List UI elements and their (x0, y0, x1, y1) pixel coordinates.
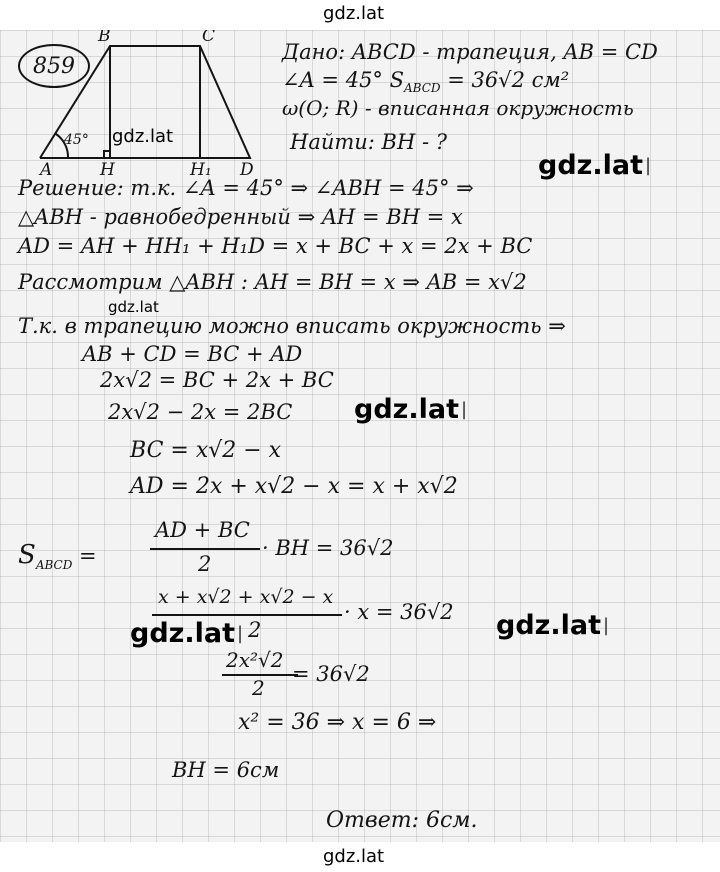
watermark-top: gdz.lat (323, 3, 385, 24)
given-area-subscript: ABCD (404, 81, 441, 96)
subst-numerator: x + x√2 + x√2 − x (158, 586, 334, 608)
problem-number: 859 (18, 44, 90, 88)
watermark-big-1: gdz.lat | (538, 150, 651, 181)
label-angle: 45° (64, 132, 89, 148)
subst-denominator: 2 (248, 618, 262, 642)
area-tail: · BH = 36√2 (262, 536, 394, 560)
solution-line-1: Решение: т.к. ∠A = 45° ⇒ ∠ABH = 45° ⇒ (18, 176, 474, 200)
watermark-big-3: gdz.lat | (130, 618, 243, 649)
label-h1: H₁ (190, 160, 212, 180)
given-angle: ∠A = 45° S (282, 68, 404, 92)
answer-line: Ответ: 6см. (326, 808, 478, 833)
area-subscript: ABCD (35, 558, 73, 573)
find-line: Найти: BH - ? (290, 130, 447, 154)
given-line-3: ω(O; R) - вписанная окружность (282, 96, 634, 120)
label-b: B (98, 30, 111, 46)
x-square-line: x² = 36 ⇒ x = 6 ⇒ (238, 710, 437, 735)
area-fraction-bar (150, 548, 260, 550)
given-line-2 (282, 68, 569, 95)
given-line-1: Дано: ABCD - трапеция, AB = CD (282, 40, 658, 64)
area-s: S (18, 540, 36, 570)
label-d: D (240, 160, 254, 180)
bh-result: BH = 6см (172, 758, 280, 782)
subst-tail: · x = 36√2 (344, 600, 454, 624)
simp-numerator: 2x²√2 (226, 648, 284, 672)
label-c: C (202, 30, 216, 46)
watermark-small-mid: gdz.lat (108, 298, 159, 316)
solution-line-7: 2x√2 = BC + 2x + BC (100, 368, 334, 392)
trapezoid-figure (0, 30, 260, 180)
subst-fraction-bar (152, 614, 342, 616)
solution-line-4: Рассмотрим △ABH : AH = BH = x ⇒ AB = x√2 (18, 270, 527, 294)
watermark-figure: gdz.lat (112, 126, 174, 147)
label-h: H (100, 160, 115, 180)
simp-tail: = 36√2 (292, 662, 370, 686)
solution-line-2: △ABH - равнобедренный ⇒ AH = BH = x (18, 205, 463, 229)
solution-line-5: Т.к. в трапецию можно вписать окружность ⇒ (18, 314, 566, 338)
area-equals: = (72, 544, 97, 568)
solution-line-3: AD = AH + HH₁ + H₁D = x + BC + x = 2x + BC (18, 234, 533, 258)
simp-denominator: 2 (252, 676, 265, 700)
solution-line-10: AD = 2x + x√2 − x = x + x√2 (130, 474, 458, 499)
watermark-big-2: gdz.lat | (354, 394, 467, 425)
area-denominator: 2 (198, 552, 212, 576)
area-label (18, 540, 97, 572)
solution-line-8: 2x√2 − 2x = 2BC (108, 400, 293, 424)
watermark-bottom: gdz.lat (323, 846, 385, 867)
given-area-value: = 36√2 см² (440, 68, 570, 92)
label-a: A (40, 160, 53, 180)
watermark-big-4: gdz.lat | (496, 610, 609, 641)
solution-line-9: BC = x√2 − x (130, 438, 282, 463)
area-numerator: AD + BC (155, 518, 250, 542)
solution-line-6: AB + CD = BC + AD (82, 342, 303, 366)
notebook-page (0, 30, 720, 842)
